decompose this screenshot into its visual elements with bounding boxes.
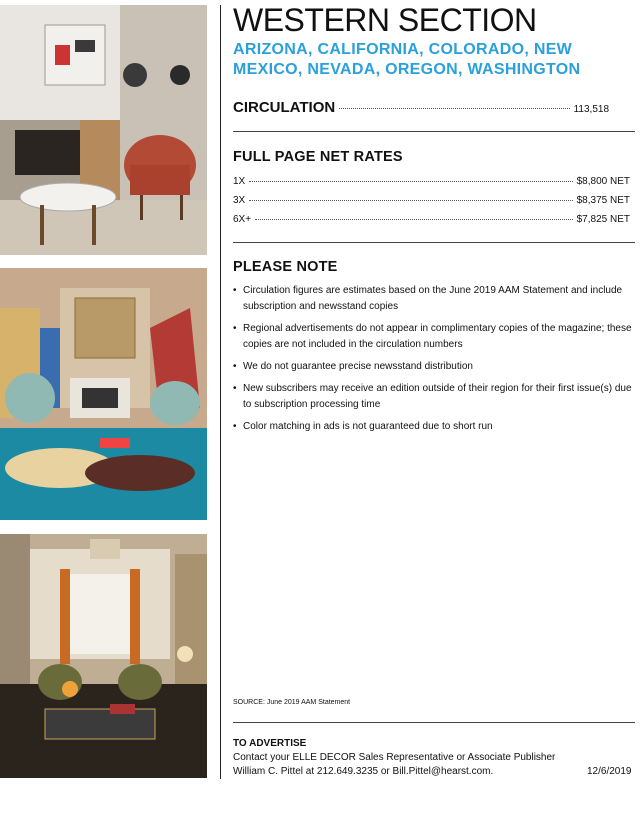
dot-leader xyxy=(249,181,572,182)
note-item: • Color matching in ads is not guaranteed due to short run xyxy=(233,419,633,435)
divider xyxy=(233,131,635,132)
note-item: • Circulation figures are estimates based on the June 2019 AAM Statement and include subscription and newsstand copies xyxy=(233,283,633,315)
rate-frequency: 1X xyxy=(233,176,246,187)
note-item: • We do not guarantee precise newsstand distribution xyxy=(233,359,633,375)
rate-row xyxy=(233,195,630,206)
region-states: ARIZONA, CALIFORNIA, COLORADO, NEW MEXICO, NEVADA, OREGON, WASHINGTON xyxy=(233,41,581,78)
advertise-heading: TO ADVERTISE xyxy=(233,738,307,749)
rate-price: $7,825 NET xyxy=(576,214,630,225)
circulation-row xyxy=(233,99,609,116)
photo-turquoise-lounge xyxy=(0,268,207,520)
photo-library-sitting-room xyxy=(0,534,207,778)
rate-row xyxy=(233,176,630,187)
notes-heading: PLEASE NOTE xyxy=(233,259,338,275)
rate-frequency: 6X+ xyxy=(233,214,252,225)
rate-row xyxy=(233,214,630,225)
document-date: 12/6/2019 xyxy=(587,766,632,777)
photo-fireplace-living-room xyxy=(0,5,207,255)
note-item: • Regional advertisements do not appear in complimentary copies of the magazine; these copies are not included in the circulation numbers xyxy=(233,321,633,353)
note-item: • New subscribers may receive an edition outside of their region for their first issue(s) due to subscription processing time xyxy=(233,381,633,413)
source-note: SOURCE: June 2019 AAM Statement xyxy=(233,699,351,706)
rate-price: $8,800 NET xyxy=(576,176,630,187)
divider xyxy=(233,242,635,243)
advertise-contact: Contact your ELLE DECOR Sales Representative or Associate Publisher xyxy=(233,752,556,763)
dot-leader xyxy=(255,219,573,220)
page-title: WESTERN SECTION xyxy=(233,2,537,38)
divider xyxy=(233,722,635,723)
advertise-publisher: William C. Pittel at 212.649.3235 or Bill.Pittel@hearst.com. xyxy=(233,766,494,777)
rates-heading: FULL PAGE NET RATES xyxy=(233,149,403,165)
circulation-label: CIRCULATION xyxy=(233,99,336,116)
circulation-value: 113,518 xyxy=(573,104,609,115)
vertical-divider xyxy=(220,5,221,779)
notes-list xyxy=(233,283,633,441)
rate-frequency: 3X xyxy=(233,195,246,206)
dot-leader xyxy=(339,108,569,109)
dot-leader xyxy=(249,200,572,201)
rate-price: $8,375 NET xyxy=(576,195,630,206)
